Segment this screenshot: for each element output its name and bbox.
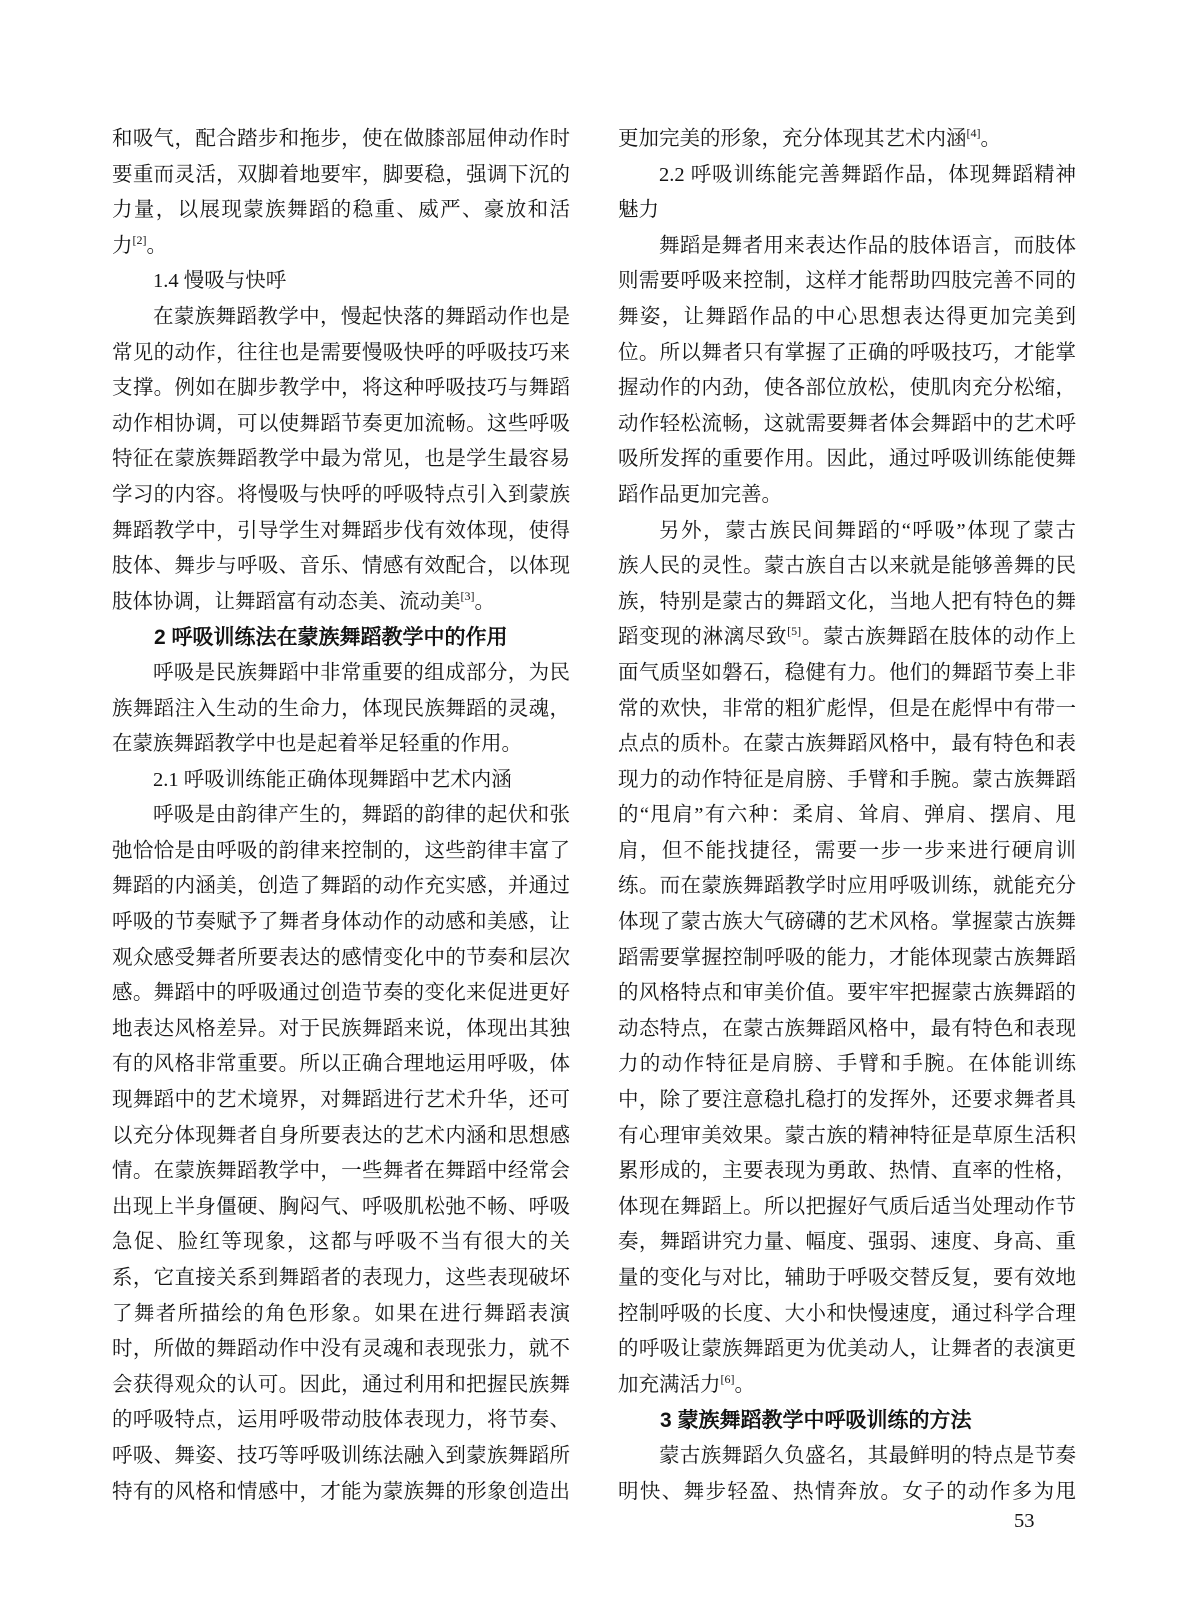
paragraph: [112, 656, 570, 763]
paragraph-continued: [112, 122, 570, 264]
text-line: 奏，舞蹈讲究力量、幅度、强弱、速度、身高、重: [618, 1231, 1076, 1254]
citation-ref: [3]: [460, 588, 475, 603]
text-line: 呼吸的节奏赋予了舞者身体动作的动感和美感，让: [112, 911, 570, 934]
text-line: 在蒙族舞蹈教学中，慢起快落的舞蹈动作也是: [153, 305, 570, 328]
text-line: 的呼吸特点，运用呼吸带动肢体表现力，将节奏、: [112, 1409, 570, 1432]
paragraph: [618, 1439, 1076, 1510]
text-line: 1.4 慢吸与快呼: [153, 270, 287, 293]
text-line: 2.2 呼吸训练能完善舞蹈作品，体现舞蹈精神: [659, 163, 1076, 186]
text-line: 急促、脸红等现象，这都与呼吸不当有很大的关: [112, 1231, 570, 1254]
text-line: 舞姿，让舞蹈作品的中心思想表达得更加完美到: [618, 305, 1076, 328]
text-line: 现力的动作特征是肩膀、手臂和手腕。蒙古族舞蹈: [618, 768, 1076, 791]
text-line: 学习的内容。将慢吸与快呼的呼吸特点引入到蒙族: [112, 483, 570, 506]
text-line: 族人民的灵性。蒙古族自古以来就是能够善舞的民: [618, 555, 1076, 578]
text-line: 力量，以展现蒙族舞蹈的稳重、威严、豪放和活: [112, 199, 570, 222]
citation-ref: [5]: [787, 624, 802, 639]
paragraph: [618, 229, 1076, 514]
text-line: 时，所做的舞蹈动作中没有灵魂和表现张力，就不: [112, 1338, 570, 1361]
text-line: 蹈作品更加完善。: [618, 483, 782, 506]
text-line: 感。舞蹈中的呼吸通过创造节奏的变化来促进更好: [112, 982, 570, 1005]
text-line: 加充满活力[6]。: [618, 1371, 755, 1396]
text-line: 魅力: [618, 199, 659, 222]
text-line: 量的变化与对比，辅助于呼吸交替反复，要有效地: [618, 1267, 1076, 1289]
paragraph-continued: [618, 122, 1076, 158]
text-line: 的风格特点和审美价值。要牢牢把握蒙古族舞蹈的: [618, 982, 1076, 1005]
text-line: 动态特点，在蒙古族舞蹈风格中，最有特色和表现: [618, 1017, 1076, 1040]
text-line: 情。在蒙族舞蹈教学中，一些舞者在舞蹈中经常会: [112, 1160, 570, 1183]
text-line: 要重而灵活，双脚着地要牢，脚要稳，强调下沉的: [112, 163, 570, 186]
text-line: 支撑。例如在脚步教学中，将这种呼吸技巧与舞蹈: [112, 377, 570, 400]
text-line: 力[2]。: [112, 232, 167, 257]
text-line: 位。所以舞者只有掌握了正确的呼吸技巧，才能掌: [618, 341, 1076, 364]
text-line: 常见的动作，往往也是需要慢吸快呼的呼吸技巧来: [112, 341, 570, 364]
text-line: 呼吸是民族舞蹈中非常重要的组成部分，为民: [153, 661, 570, 684]
citation-ref: [2]: [132, 232, 147, 247]
subheading-2-1: [112, 763, 570, 799]
text-line: 呼吸、舞姿、技巧等呼吸训练法融入到蒙族舞蹈所: [112, 1444, 570, 1467]
text-line: 控制呼吸的长度、大小和快慢速度，通过科学合理: [618, 1302, 1076, 1325]
text-line: 蹈变现的淋漓尽致[5]。蒙古族舞蹈在肢体的动作上: [618, 624, 1077, 649]
text-line: 特有的风格和情感中，才能为蒙族舞的形象创造出: [112, 1480, 570, 1503]
text-line: 特征在蒙族舞蹈教学中最为常见，也是学生最容易: [112, 448, 570, 471]
text-line: 累形成的，主要表现为勇敢、热情、直率的性格，: [618, 1160, 1076, 1183]
text-line: 另外，蒙古族民间舞蹈的“呼吸”体现了蒙古: [659, 519, 1076, 542]
text-line: 观众感受舞者所要表达的感情变化中的节奏和层次: [112, 946, 570, 969]
text-line: 力的动作特征是肩膀、手臂和手腕。在体能训练: [618, 1053, 1076, 1076]
text-line: 舞蹈的内涵美，创造了舞蹈的动作充实感，并通过: [112, 875, 570, 898]
text-line: 3 蒙族舞蹈教学中呼吸训练的方法: [660, 1409, 972, 1433]
text-line: 更加完美的形象，充分体现其艺术内涵[4]。: [618, 126, 1001, 150]
text-line: 出现上半身僵硬、胸闷气、呼吸肌松弛不畅、呼吸: [112, 1195, 570, 1218]
citation-ref: [4]: [966, 126, 981, 141]
text-line: 握动作的内劲，使各部位放松，使肌肉充分松缩，: [618, 377, 1076, 400]
heading-2: [112, 620, 570, 656]
page-number: 53: [1014, 1510, 1035, 1532]
left-column: [112, 122, 570, 1510]
text-line: 呼吸是由韵律产生的，舞蹈的韵律的起伏和张: [153, 804, 570, 827]
text-line: 肩，但不能找捷径，需要一步一步来进行硬肩训: [618, 839, 1076, 862]
text-line: 有心理审美效果。蒙古族的精神特征是草原生活积: [618, 1124, 1076, 1147]
text-line: 的“甩肩”有六种：柔肩、耸肩、弹肩、摆肩、甩: [618, 804, 1076, 827]
text-line: 肢体、舞步与呼吸、音乐、情感有效配合，以体现: [112, 555, 570, 578]
text-line: 舞蹈教学中，引导学生对舞蹈步伐有效体现，使得: [112, 519, 570, 542]
text-line: 肢体协调，让舞蹈富有动态美、流动美[3]。: [112, 588, 495, 613]
text-line: 系，它直接关系到舞蹈者的表现力，这些表现破坏: [112, 1267, 570, 1289]
text-line: 明快、舞步轻盈、热情奔放。女子的动作多为甩: [618, 1480, 1076, 1503]
text-line: 以充分体现舞者自身所要表达的艺术内涵和思想感: [112, 1124, 570, 1147]
paragraph: [112, 300, 570, 620]
text-line: 现舞蹈中的艺术境界，对舞蹈进行艺术升华，还可: [112, 1089, 570, 1112]
text-line: 2 呼吸训练法在蒙族舞蹈教学中的作用: [154, 626, 508, 650]
text-line: 会获得观众的认可。因此，通过利用和把握民族舞: [112, 1373, 570, 1396]
text-line: 2.1 呼吸训练能正确体现舞蹈中艺术内涵: [153, 768, 512, 791]
text-line: 和吸气，配合踏步和拖步，使在做膝部屈伸动作时: [112, 128, 570, 150]
text-line: 弛恰恰是由呼吸的韵律来控制的，这些韵律丰富了: [112, 839, 570, 862]
text-line: 中，除了要注意稳扎稳打的发挥外，还要求舞者具: [618, 1089, 1076, 1112]
text-line: 有的风格非常重要。所以正确合理地运用呼吸，体: [112, 1053, 570, 1076]
text-line: 则需要呼吸来控制，这样才能帮助四肢完善不同的: [618, 270, 1076, 293]
text-line: 点点的质朴。在蒙古族舞蹈风格中，最有特色和表: [618, 733, 1076, 756]
text-line: 舞蹈是舞者用来表达作品的肢体语言，而肢体: [659, 234, 1076, 257]
text-line: 族舞蹈注入生动的生命力，体现民族舞蹈的灵魂，: [112, 697, 570, 720]
citation-ref: [6]: [720, 1371, 735, 1386]
paragraph: [618, 514, 1076, 1404]
text-line: 蒙古族舞蹈久负盛名，其最鲜明的特点是节奏: [659, 1444, 1076, 1467]
text-line: 体现了蒙古族大气磅礴的艺术风格。掌握蒙古族舞: [618, 911, 1076, 934]
text-line: 在蒙族舞蹈教学中也是起着举足轻重的作用。: [112, 733, 522, 756]
text-line: 体现在舞蹈上。所以把握好气质后适当处理动作节: [618, 1195, 1076, 1218]
text-line: 地表达风格差异。对于民族舞蹈来说，体现出其独: [112, 1017, 570, 1040]
text-line: 族，特别是蒙古的舞蹈文化，当地人把有特色的舞: [618, 590, 1076, 613]
subheading-1-4: [112, 264, 570, 300]
text-line: 吸所发挥的重要作用。因此，通过呼吸训练能使舞: [618, 448, 1076, 471]
text-line: 练。而在蒙族舞蹈教学时应用呼吸训练，就能充分: [618, 875, 1076, 898]
text-line: 了舞者所描绘的角色形象。如果在进行舞蹈表演: [112, 1302, 570, 1325]
right-column: [618, 122, 1076, 1510]
text-line: 的呼吸让蒙族舞蹈更为优美动人，让舞者的表演更: [618, 1338, 1076, 1361]
text-line: 面气质坚如磐石，稳健有力。他们的舞蹈节奏上非: [618, 661, 1076, 684]
paragraph: [112, 798, 570, 1510]
text-line: 动作轻松流畅，这就需要舞者体会舞蹈中的艺术呼: [618, 412, 1076, 435]
subheading-2-2: [618, 158, 1076, 229]
heading-3: [618, 1403, 1076, 1439]
text-line: 蹈需要掌握控制呼吸的能力，才能体现蒙古族舞蹈: [618, 946, 1076, 969]
text-line: 动作相协调，可以使舞蹈节奏更加流畅。这些呼吸: [112, 412, 570, 435]
text-line: 常的欢快，非常的粗犷彪悍，但是在彪悍中有带一: [618, 697, 1076, 720]
